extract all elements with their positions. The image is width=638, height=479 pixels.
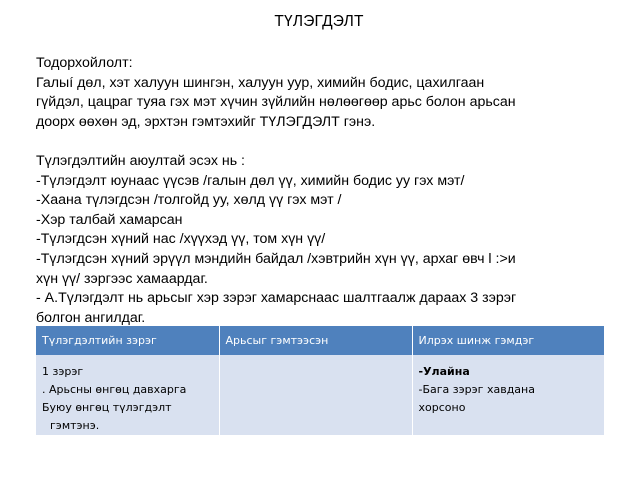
definition-line: Галыí дөл, хэт халуун шингэн, халуун уур, химийн бодис, цахилгаан [36, 74, 485, 91]
danger-line: болгон ангилдаг. [36, 309, 146, 326]
danger-heading: Түлэгдэлтийн аюултай эсэх нь : [36, 152, 245, 169]
danger-line: -Хэр талбай хамарсан [36, 211, 183, 228]
degree-line: 1 зэрэг [42, 365, 84, 378]
danger-line: хүн үү/ зэргээс хамаардаг. [36, 270, 208, 287]
header-damage: Арьсыг гэмтээсэн [219, 326, 412, 355]
danger-line: -Түлэгдсэн хүний эрүүл мэндийн байдал /хэвтрийн хүн үү, архаг өвч l :>и [36, 250, 516, 267]
sign-line: хорсоно [418, 401, 466, 414]
content-body [36, 54, 626, 328]
degree-line: гэмтэнэ. [50, 419, 100, 432]
danger-line: -Хаана түлэгдсэн /толгойд уу, хөлд үү гэх мэт / [36, 192, 342, 209]
sign-line: -Бага зэрэг хавдана [418, 383, 535, 396]
danger-line: -Түлэгдэлт юунаас үүсэв /галын дөл үү, химийн бодис уу гэх мэт/ [36, 172, 465, 189]
definition-heading: Тодорхойлолт: [36, 55, 133, 71]
paragraph-gap [36, 132, 626, 152]
cell-degree [36, 355, 219, 435]
degree-line: Буюу өнгөц түлэгдэлт [42, 401, 172, 414]
header-degree: Түлэгдэлтийн зэрэг [36, 326, 219, 355]
header-signs: Илрэх шинж гэмдэг [412, 326, 604, 355]
table-header-row [36, 326, 604, 355]
cell-damage [219, 355, 412, 435]
burn-degree-table [36, 326, 604, 435]
page-title: ТҮЛЭГДЭЛТ [274, 13, 364, 30]
danger-line: - А.Түлэгдэлт нь арьсыг хэр зэрэг хамарснаас шалтгаалж дараах 3 зэрэг [36, 290, 517, 307]
cell-signs [412, 355, 604, 435]
table-row [36, 355, 604, 435]
definition-line: гүйдэл, цацраг туяа гэх мэт хүчин зүйлийн нөлөөгөөр арьс болон арьсан [36, 94, 516, 111]
degree-line: . Арьсны өнгөц давхарга [42, 383, 187, 396]
sign-line: -Улайна [418, 365, 470, 378]
definition-line: доорх өөхөн эд, эрхтэн гэмтэхийг ТҮЛЭГДЭЛТ гэнэ. [36, 113, 376, 130]
danger-line: -Түлэгдсэн хүний нас /хүүхэд үү, том хүн үү/ [36, 231, 326, 248]
